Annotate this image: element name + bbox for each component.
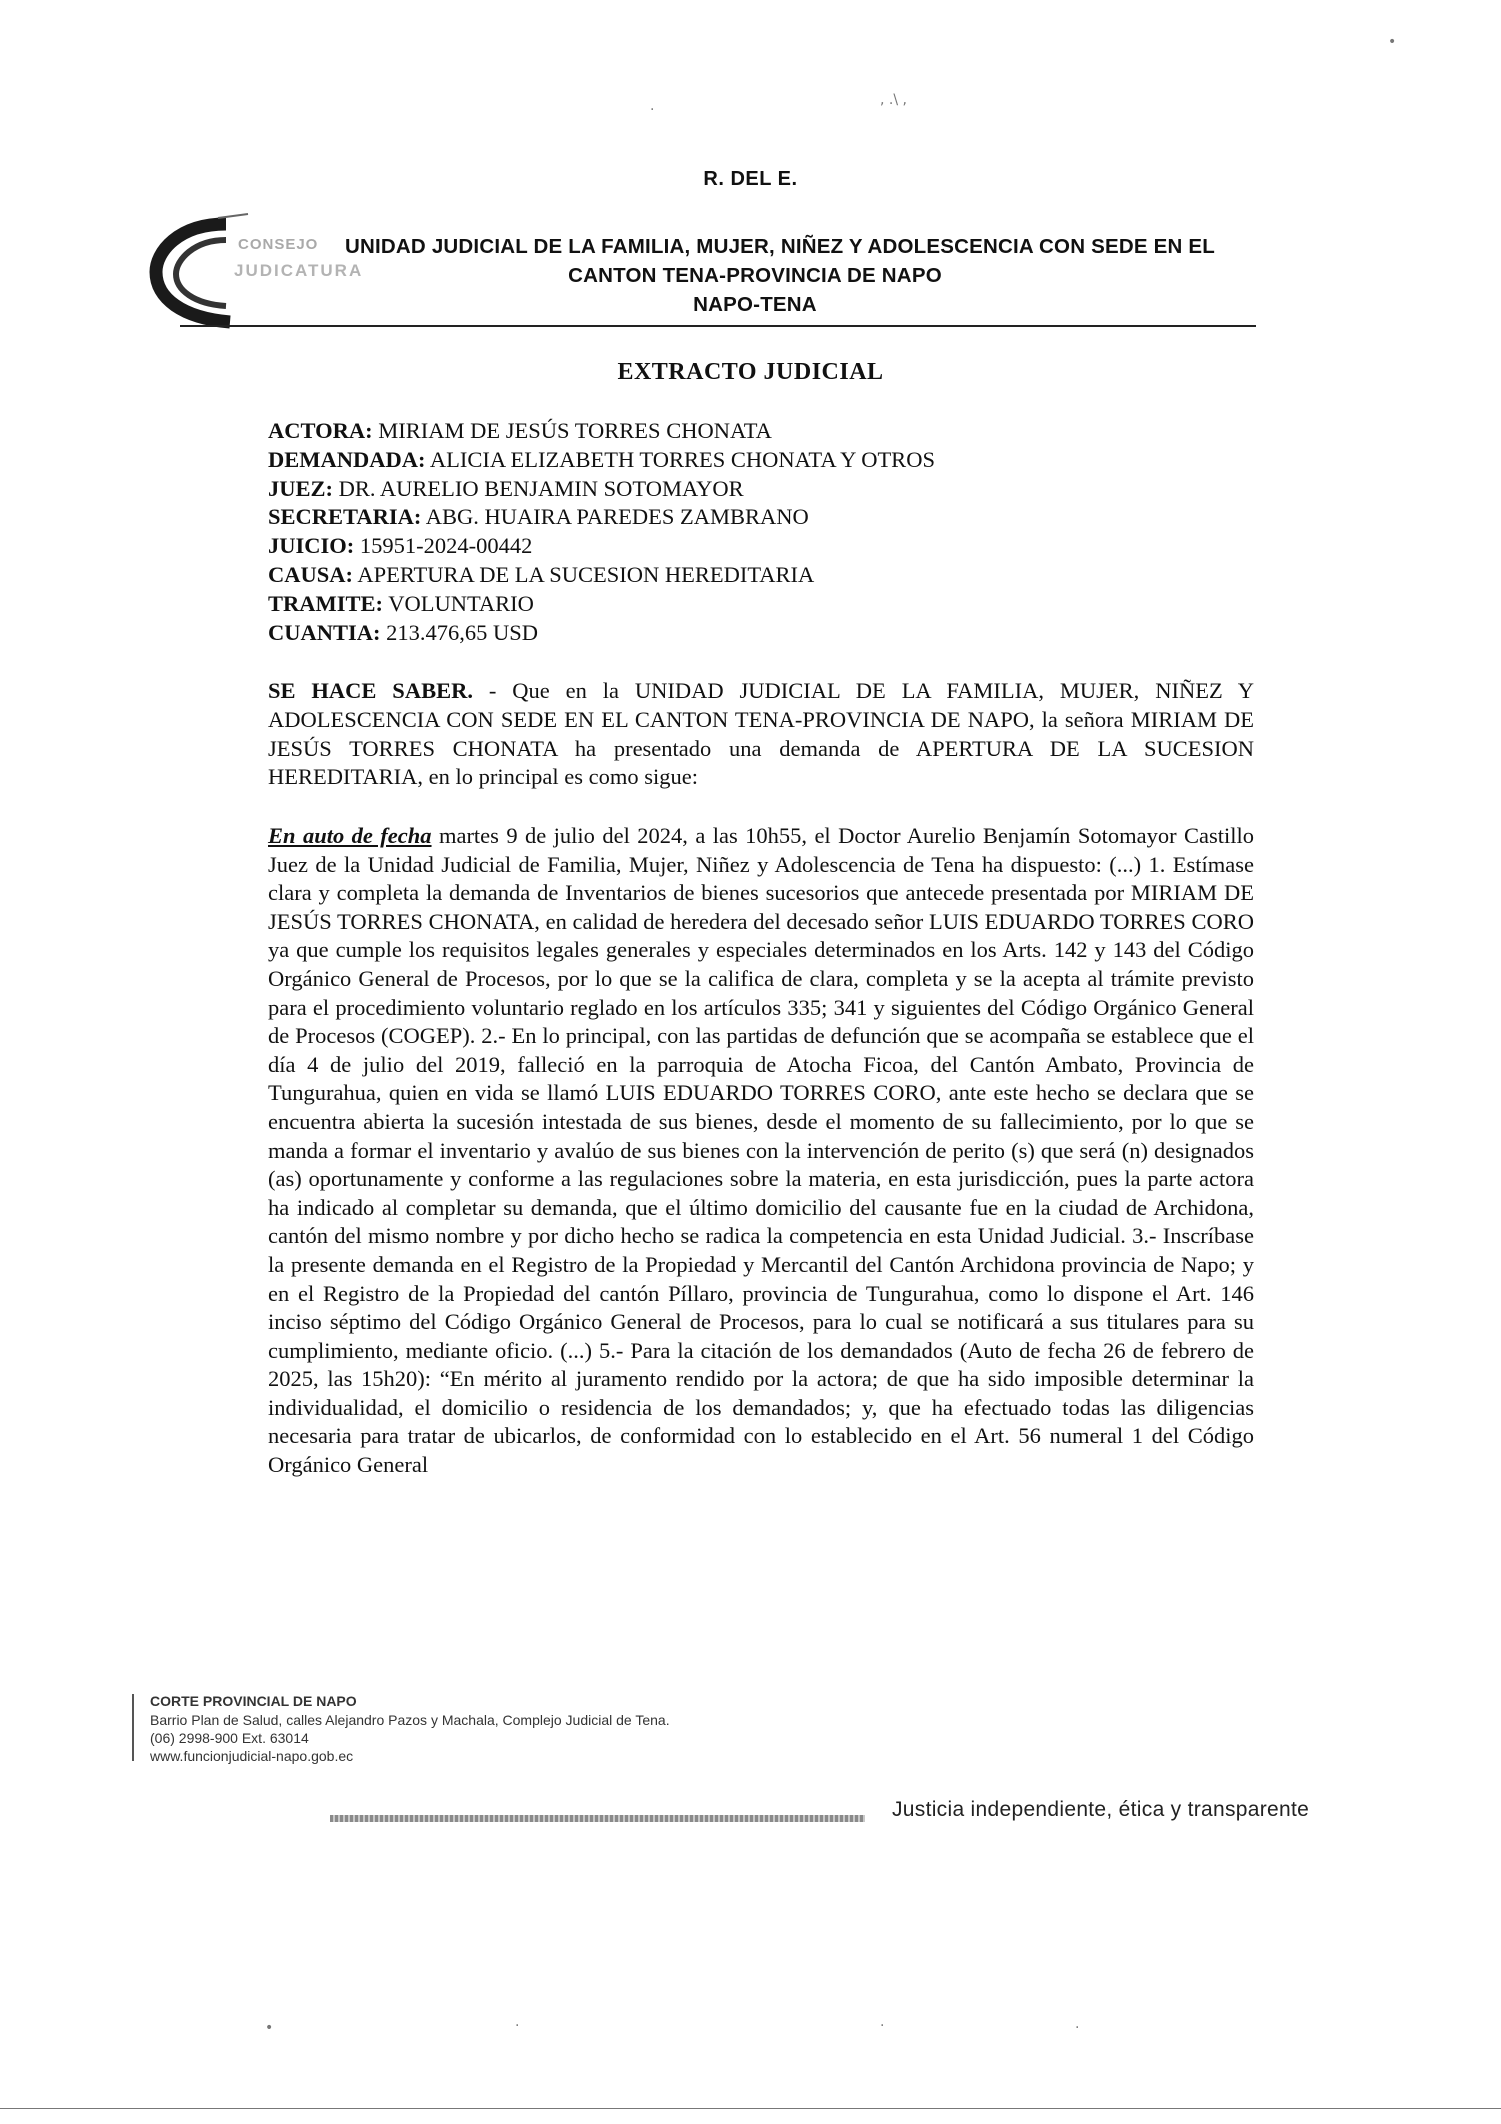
ruling-paragraph	[268, 822, 1254, 1480]
logo-text-consejo: CONSEJO	[238, 236, 319, 253]
field-juez	[268, 475, 935, 504]
footer-stripe	[330, 1815, 865, 1822]
scan-speck: •	[1388, 34, 1397, 50]
scan-speck: ·	[1075, 2020, 1080, 2036]
scan-speck: .	[650, 98, 655, 114]
field-label: TRAMITE:	[268, 590, 384, 616]
footer-slogan: Justicia independiente, ética y transparente	[892, 1798, 1310, 1821]
footer-web: www.funcionjudicial-napo.gob.ec	[150, 1748, 354, 1764]
field-label: CUANTIA:	[268, 619, 381, 645]
field-cuantia	[268, 619, 935, 648]
court-name-line2: CANTON TENA-PROVINCIA DE NAPO	[568, 264, 942, 287]
field-demandada	[268, 446, 935, 475]
court-header	[230, 232, 1280, 319]
ruling-text: martes 9 de julio del 2024, a las 10h55, el Doctor Aurelio Benjamín Sotomayor Castillo Juez de la Unidad Judicial de Familia, Mujer, Niñez y Adolescencia de Tena ha dispuesto: (...) 1. Estímase clara y completa la demanda de Inventarios de bienes sucesorios que antecede presentada por MIRIAM DE JESÚS TORRES CHONATA, en calidad de heredera del decesado señor LUIS EDUARDO TORRES CORO ya que cumple los requisitos legales generales y especiales determinados en los Arts. 142 y 143 del Código Orgánico General de Procesos, por lo que se la califica de clara, completa y se la acepta al trámite previsto para el procedimiento voluntario reglado en los artículos 335; 341 y siguientes del Código Orgánico General de Procesos (COGEP). 2.- En lo principal, con las partidas de defunción que se acompaña se establece que el día 4 de julio del 2019, falleció en la parroquia de Atocha Ficoa, del Cantón Ambato, Provincia de Tungurahua, quien en vida se llamó LUIS EDUARDO TORRES CORO, ante este hecho se declara que se encuentra abierta la sucesión intestada de sus bienes, desde el momento de su fallecimiento, por lo que se manda a formar el inventario y avalúo de sus bienes con la intervención de perito (s) que será (n) designados (as) oportunamente y conforme a las regulaciones sobre la materia, en esta jurisdicción, pues la parte actora ha indicado al completar su demanda, que el último domicilio del causante fue en la ciudad de Archidona, cantón del mismo nombre y por dicho hecho se radica la competencia en esta Unidad Judicial. 3.- Inscríbase la presente demanda en el Registro de la Propiedad y Mercantil del Cantón Archidona provincia de Napo; y en el Registro de la Propiedad del cantón Píllaro, provincia de Tungurahua, como lo dispone el Art. 146 inciso séptimo del Código Orgánico General de Procesos, para lo cual se notificará a sus titulares para su cumplimiento, mediante oficio. (...) 5.- Para la citación de los demandados (Auto de fecha 26 de febrero de 2025, las 15h20): “En mérito al juramento rendido por la actora; de que ha sido imposible determinar la individualidad, el domicilio o residencia de los demandados; y, que ha efectuado todas las diligencias necesaria para tratar de ubicarlos, de conformidad con lo establecido en el Art. 56 numeral 1 del Código Orgánico General	[268, 823, 1254, 1478]
field-value: APERTURA DE LA SUCESION HEREDITARIA	[353, 561, 815, 587]
footer-phone: (06) 2998-900 Ext. 63014	[150, 1730, 309, 1746]
field-label: SECRETARIA:	[268, 504, 422, 530]
notice-lead: SE HACE SABER.	[268, 678, 473, 703]
court-name-line3: NAPO-TENA	[693, 293, 817, 316]
scan-speck: ·	[515, 2018, 520, 2034]
letterhead-code: R. DEL E.	[703, 168, 798, 190]
notice-text: - Que en la UNIDAD JUDICIAL DE LA FAMILIA, MUJER, NIÑEZ Y ADOLESCENCIA CON SEDE EN EL CANTON TENA-PROVINCIA DE NAPO, la señora MIRIAM DE JESÚS TORRES CHONATA ha presentado una demanda de APERTURA DE LA SUCESION HEREDITARIA, en lo principal es como sigue:	[268, 678, 1254, 790]
field-causa	[268, 561, 935, 590]
field-value: DR. AURELIO BENJAMIN SOTOMAYOR	[333, 475, 744, 501]
notice-paragraph	[268, 677, 1254, 792]
court-name-line1: UNIDAD JUDICIAL DE LA FAMILIA, MUJER, NIÑEZ Y ADOLESCENCIA CON SEDE EN EL	[345, 235, 1215, 258]
field-label: CAUSA:	[268, 561, 354, 587]
footer-accent-bar	[132, 1694, 134, 1761]
scan-bottom-edge	[0, 2108, 1501, 2109]
footer-org: CORTE PROVINCIAL DE NAPO	[150, 1693, 357, 1709]
field-value: ALICIA ELIZABETH TORRES CHONATA Y OTROS	[425, 446, 935, 472]
field-tramite	[268, 590, 935, 619]
field-value: MIRIAM DE JESÚS TORRES CHONATA	[372, 418, 772, 443]
field-value: VOLUNTARIO	[383, 590, 534, 616]
case-fields	[268, 417, 935, 647]
header-divider	[180, 325, 1256, 327]
scan-speck: , .\ ,	[880, 92, 907, 108]
scan-speck: •	[265, 2020, 274, 2036]
document-title: EXTRACTO JUDICIAL	[617, 359, 884, 385]
field-label: ACTORA:	[268, 418, 373, 443]
footer-address: Barrio Plan de Salud, calles Alejandro Pazos y Machala, Complejo Judicial de Tena.	[150, 1712, 670, 1728]
field-value: 15951-2024-00442	[354, 533, 533, 559]
field-actora	[268, 417, 935, 446]
field-label: DEMANDADA:	[268, 446, 426, 472]
field-label: JUICIO:	[268, 533, 355, 559]
field-secretaria	[268, 503, 935, 532]
field-juicio	[268, 532, 935, 561]
ruling-lead: En auto de fecha	[268, 823, 432, 848]
field-value: 213.476,65 USD	[380, 619, 539, 645]
field-value: ABG. HUAIRA PAREDES ZAMBRANO	[421, 504, 809, 530]
field-label: JUEZ:	[268, 475, 334, 501]
logo-text-judicatura: JUDICATURA	[234, 261, 364, 280]
scan-speck: ·	[880, 2018, 885, 2034]
